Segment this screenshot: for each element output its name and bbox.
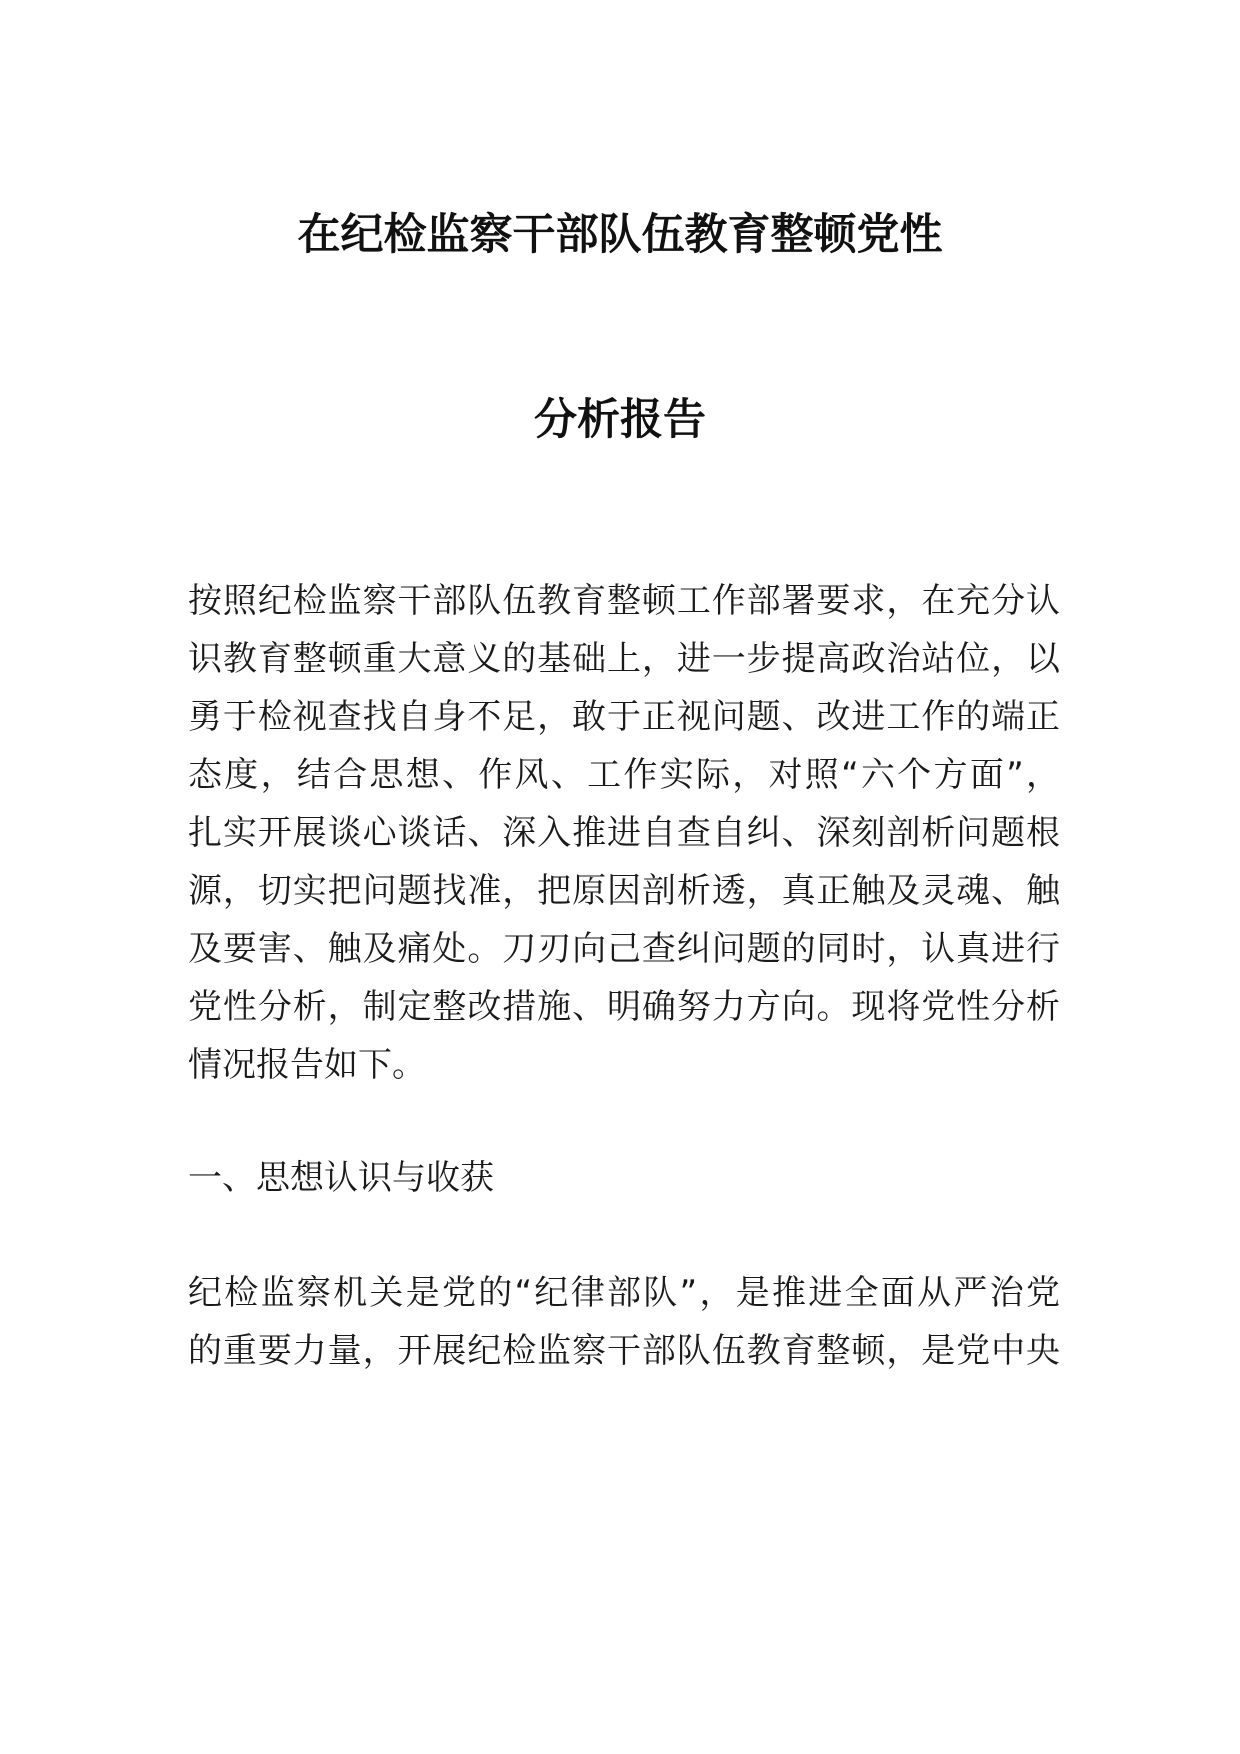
paragraph-line: 情况报告如下。 [188,1045,426,1085]
paragraph-line: 纪检监察机关是党的“纪律部队”，是推进全面从严治党 [188,1273,1060,1313]
paragraph-line: 及要害、触及痛处。刀刃向己查纠问题的同时，认真进行 [188,929,1060,969]
paragraph-line: 扎实开展谈心谈话、深入推进自查自纠、深刻剖析问题根 [188,813,1060,853]
paragraph-line: 按照纪检监察干部队伍教育整顿工作部署要求，在充分认 [188,581,1060,621]
paragraph-line: 勇于检视查找自身不足，敢于正视问题、改进工作的端正 [188,697,1060,737]
paragraph-line: 党性分析，制定整改措施、明确努力方向。现将党性分析 [188,987,1060,1027]
paragraph-line: 源，切实把问题找准，把原因剖析透，真正触及灵魂、触 [188,871,1060,911]
title-line-2: 分析报告 [534,395,706,445]
section-heading: 一、思想认识与收获 [188,1158,494,1198]
paragraph-line: 态度，结合思想、作风、工作实际，对照“六个方面”， [188,755,1060,795]
paragraph-line: 的重要力量，开展纪检监察干部队伍教育整顿，是党中央 [188,1331,1060,1371]
paragraph-line: 识教育整顿重大意义的基础上，进一步提高政治站位，以 [188,639,1060,679]
title-line-1: 在纪检监察干部队伍教育整顿党性 [297,210,943,260]
